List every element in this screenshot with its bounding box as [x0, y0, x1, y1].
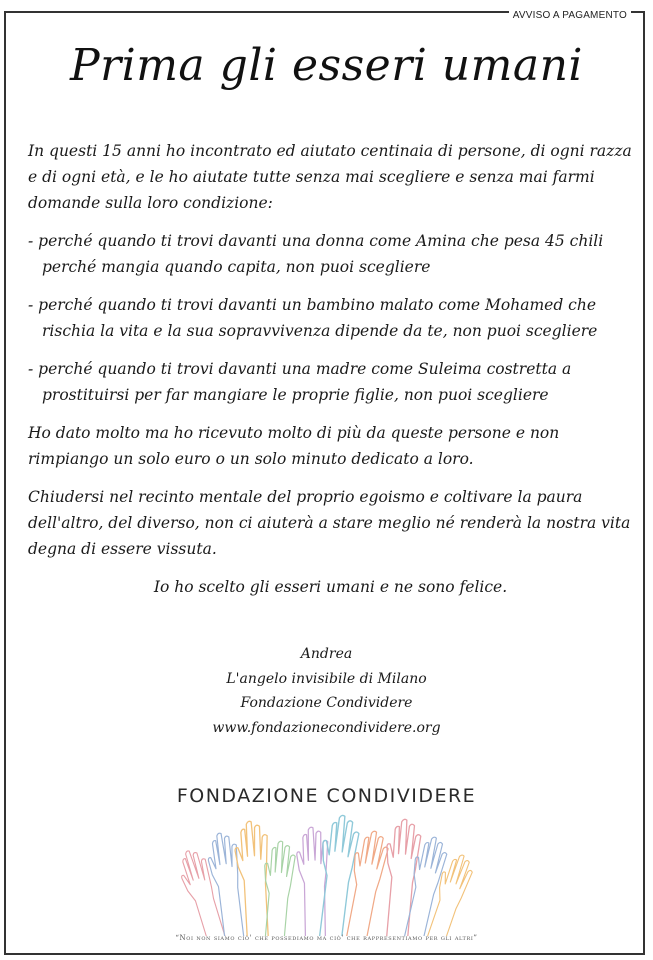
- letter-body: [28, 138, 633, 612]
- intro-paragraph: In questi 15 anni ho incontrato ed aiutato centinaia di persone, di ogni razza e di ogni età, e le ho aiutate tutte senza mai scegliere e senza mai farmi domande sulla loro condizione:: [28, 142, 632, 212]
- hand-outline: [259, 840, 296, 936]
- signature-name: Andrea: [300, 646, 353, 662]
- enclose-paragraph: Chiudersi nel recinto mentale del proprio egoismo e coltivare la paura dell'altro, del diverso, non ci aiuterà a stare meglio né renderà la nostra vita degna di essere vissuta.: [28, 488, 631, 558]
- foundation-motto: “Noi non siamo ciò' che possediamo ma ciò' che rappresentiamo per gli altri”: [175, 934, 478, 942]
- bullet-mohamed: - perché quando ti trovi davanti un bambino malato come Mohamed che rischia la vita e la sua sopravvivenza dipende da te, non puoi scegliere: [28, 296, 598, 340]
- foundation-logo-name: FONDAZIONE CONDIVIDERE: [176, 785, 477, 807]
- hand-outline: [233, 820, 274, 936]
- hand-outline: [381, 818, 422, 936]
- given-paragraph: Ho dato molto ma ho ricevuto molto di più da queste persone e non rimpiango un solo euro o un solo minuto dedicato a loro.: [28, 424, 560, 468]
- signature-block: [0, 642, 653, 740]
- bullet-suleima: - perché quando ti trovi davanti una madre come Suleima costretta a prostituirsi per far mangiare le proprie figlie, non puoi scegliere: [28, 360, 572, 404]
- hand-outline: [205, 831, 249, 936]
- bullet-amina: - perché quando ti trovi davanti una donna come Amina che pesa 45 chili perché mangia quando capita, non puoi scegliere: [28, 232, 604, 276]
- signature-organization: Fondazione Condividere: [240, 695, 413, 711]
- page-title: Prima gli esseri umani: [70, 40, 583, 91]
- closing-statement: Io ho scelto gli esseri umani e ne sono felice.: [153, 578, 508, 596]
- signature-website[interactable]: www.fondazionecondividere.org: [212, 719, 441, 736]
- raised-hands-logo-icon: [163, 806, 483, 936]
- hand-outline: [174, 847, 232, 936]
- signature-nickname: L'angelo invisibile di Milano: [226, 670, 427, 687]
- paid-ad-label: AVVISO A PAGAMENTO: [509, 10, 631, 22]
